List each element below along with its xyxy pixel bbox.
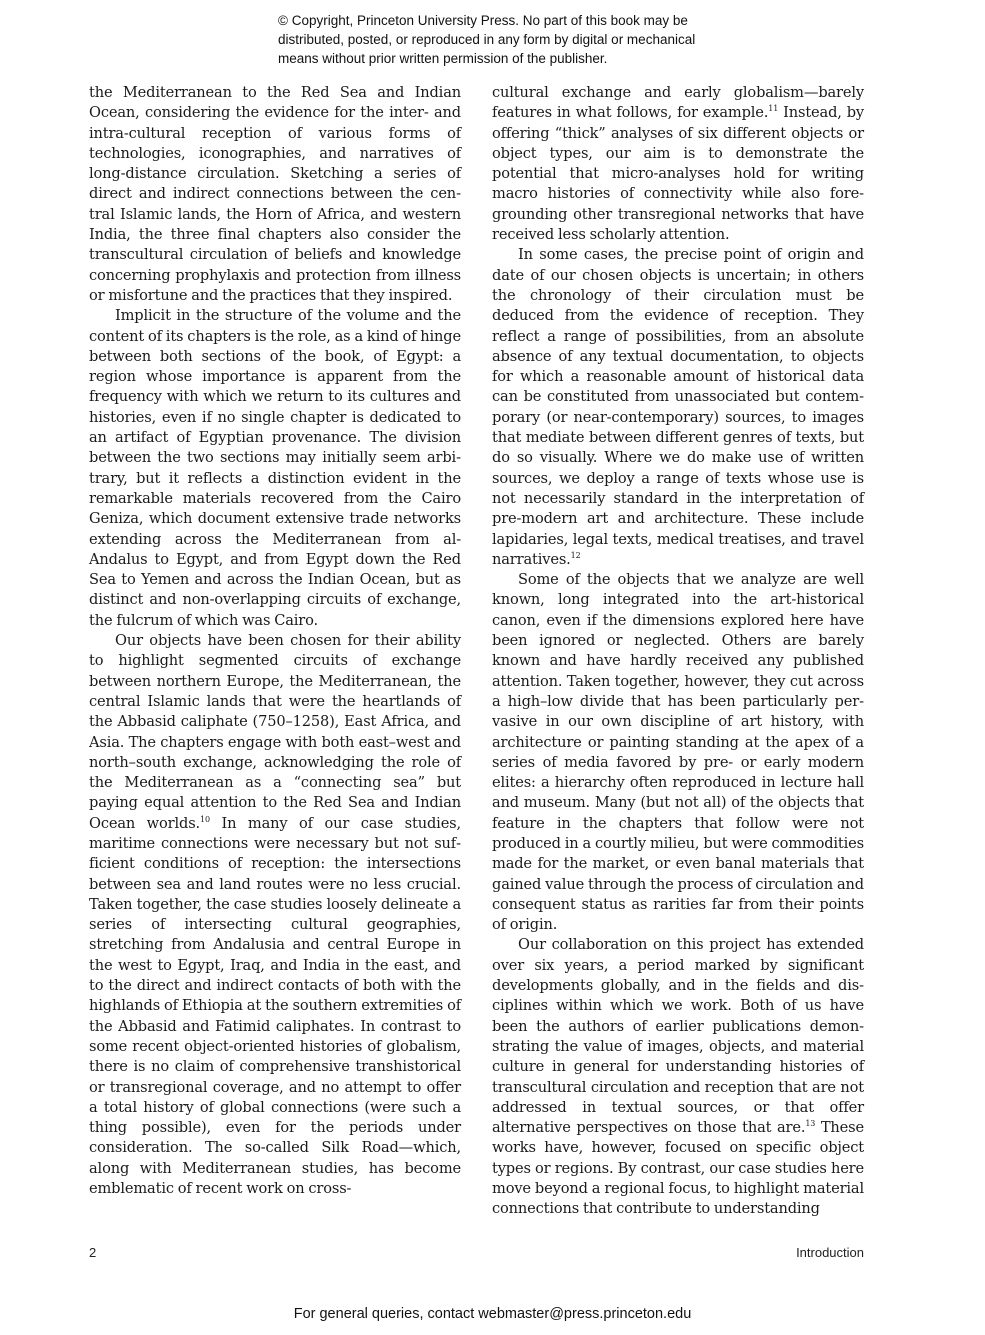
paragraph-text: Our collaboration on this project has extended over six years, a period marked by significant developments globally, and in the fields and disciplines within which we work. Both of us have been the authors of earlier publications demonstrating the value of images, objects, and material culture in general for understanding histories of transcultural circulation and reception that are not addressed in textual sources, or that offer alternative perspectives on those that are. xyxy=(492,936,864,1137)
copyright-line: distributed, posted, or reproduced in any form by digital or mechanical xyxy=(278,32,696,47)
page-number: 2 xyxy=(89,1245,97,1260)
footnote-marker: 11 xyxy=(768,104,779,114)
footnote-marker: 10 xyxy=(200,814,210,824)
left-text-column xyxy=(89,83,461,1199)
copyright-line: © Copyright, Princeton University Press. No part of this book may be xyxy=(278,13,688,28)
paragraph: Some of the objects that we analyze are well known, long integrated into the art-historical canon, even if the dimensions explored here have been ignored or neglected. Others are barely known and have hardly received any published attention. Taken together, however, they cut across a high–low divide that has been particularly pervasive in our own discipline of art history, with architecture or painting standing at the apex of a series of media favored by pre- or early modern elites: a hierarchy often reproduced in lecture hall and museum. Many (but not all) of the objects that feature in the chapters that follow were not produced in a courtly milieu, but were commodities made for the market, or even banal materials that gained value through the process of circulation and consequent status as rarities far from their points of origin. xyxy=(492,571,864,934)
paragraph xyxy=(89,631,461,1199)
paragraph: the Mediterranean to the Red Sea and Indian Ocean, considering the evidence for the inter- and intra-cultural reception of various forms of technologies, iconographies, and narratives of long-distance circulation. Sketching a series of direct and indirect connections between the central Islamic lands, the Horn of Africa, and western India, the three final chapters also consider the transcultural circulation of beliefs and knowledge concerning prophylaxis and protection from illness or misfortune and the practices that they inspired. xyxy=(89,84,461,304)
running-head: Introduction xyxy=(796,1245,864,1260)
paragraph xyxy=(492,245,864,570)
paragraph-text: In many of our case studies, maritime connections were necessary but not sufficient conditions of reception: the intersections between sea and land routes were no less crucial. Taken together, the case studies loosely delineate a series of intersecting cultural geographies, stretching from Andalusia and central Europe in the west to Egypt, Iraq, and India in the east, and to the direct and indirect contacts of both with the highlands of Ethiopia at the southern extremities of the Abbasid and Fatimid caliphates. In contrast to some recent object-oriented histories of globalism, there is no claim of comprehensive transhistorical or transregional coverage, and no attempt to offer a total history of global connections (were such a thing possible), even for the periods under consideration. The so-called Silk Road—which, along with Mediterranean studies, has become emblematic of recent work on cross- xyxy=(89,814,462,1198)
paragraph-text: cultural exchange and early globalism—barely features in what follows, for example. xyxy=(492,84,864,122)
footnote-marker: 13 xyxy=(805,1119,816,1129)
contact-footer: For general queries, contact webmaster@press.princeton.edu xyxy=(293,1306,692,1322)
paragraph-text: Instead, by offering “thick” analyses of six different objects or object types, our aim is to demonstrate the potential that micro-analyses hold for writing macro histories of connectivity while also foregrounding other transregional networks that have received less scholarly attention. xyxy=(492,104,864,244)
footnote-marker: 12 xyxy=(570,550,581,560)
copyright-line: means without prior written permission of the publisher. xyxy=(278,51,608,66)
paragraph xyxy=(492,935,864,1219)
paragraph-text: In some cases, the precise point of origin and date of our chosen objects is uncertain; in others the chronology of their circulation must be deduced from the evidence of reception. They reflect a range of possibilities, from an absolute absence of any textual documentation, to objects for which a reasonable amount of historical data can be constituted from unassociated but contemporary (or near-contemporary) sources, to images that mediate between different genres of texts, but do so visually. Where we do make use of written sources, we deploy a range of texts whose use is not necessarily standard in the interpretation of pre-modern art and architecture. These include lapidaries, legal texts, medical treatises, and travel narratives. xyxy=(492,246,864,568)
right-text-column xyxy=(492,83,864,1220)
paragraph-text: Our objects have been chosen for their ability to highlight segmented circuits of exchange between northern Europe, the Mediterranean, the central Islamic lands that were the heartlands of the Abbasid caliphate (750–1258), East Africa, and Asia. The chapters engage with both east–west and north–south exchange, acknowledging the role of the Mediterranean as a “connecting sea” but paying equal attention to the Red Sea and Indian Ocean worlds. xyxy=(89,632,461,832)
paragraph xyxy=(492,83,864,245)
paragraph: Implicit in the structure of the volume and the content of its chapters is the role, as a kind of hinge between both sections of the book, of Egypt: a region whose importance is apparent from the frequency with which we return to its cultures and histories, even if no single chapter is dedicated to an artifact of Egyptian provenance. The division between the two sections may initially seem arbitrary, but it reflects a distinction evident in the remarkable materials recovered from the Cairo Geniza, which document extensive trade networks extending across the Mediterranean from al-Andalus to Egypt, and from Egypt down the Red Sea to Yemen and across the Indian Ocean, but as distinct and non-overlapping circuits of exchange, the fulcrum of which was Cairo. xyxy=(89,307,461,629)
copyright-notice xyxy=(278,11,738,68)
paragraph-text: These works have, however, focused on specific object types or regions. By contrast, our case studies here move beyond a regional focus, to highlight material connections that contribute to understanding xyxy=(492,1119,864,1218)
